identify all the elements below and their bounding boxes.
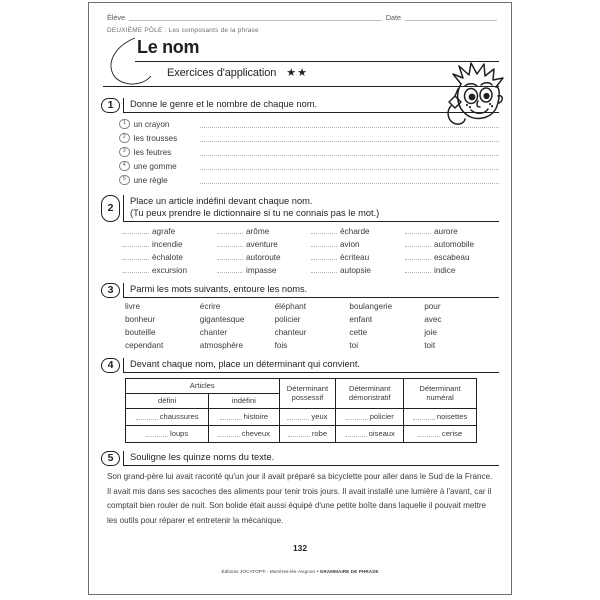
- header-line1: Déterminant: [286, 383, 329, 393]
- word[interactable]: bouteille: [125, 327, 156, 337]
- word[interactable]: policier: [274, 314, 301, 324]
- word-cell: [311, 252, 405, 262]
- word-cell: [123, 239, 217, 249]
- exercise-2-number: 2: [101, 195, 120, 222]
- exercise-3-header: [101, 283, 499, 298]
- word-cell: [123, 226, 217, 236]
- answer-blank[interactable]: [218, 430, 240, 437]
- exercise-2-word-grid: [123, 226, 499, 275]
- table-header-possessif: [279, 378, 336, 408]
- exercise-3-instruction: Parmi les mots suivants, entoure les noms.: [123, 283, 499, 298]
- table-cell[interactable]: [209, 425, 279, 442]
- answer-blank[interactable]: [123, 226, 149, 234]
- table-header-demonstratif: [336, 378, 404, 408]
- answer-blank[interactable]: [200, 149, 500, 156]
- word-cell: [405, 252, 499, 262]
- title-block: [107, 34, 499, 90]
- answer-blank[interactable]: [200, 177, 500, 184]
- table-cell[interactable]: [404, 408, 477, 425]
- item-number: 2: [119, 133, 130, 144]
- answer-blank[interactable]: [287, 413, 309, 420]
- word-cell: [217, 252, 311, 262]
- word[interactable]: enfant: [349, 314, 373, 324]
- item-word: un crayon: [133, 119, 170, 129]
- word[interactable]: cependant: [125, 340, 164, 350]
- answer-blank[interactable]: [123, 252, 149, 260]
- item-word: une règle: [133, 175, 168, 185]
- header-line2: démonstratif: [348, 393, 391, 403]
- word: arôme: [246, 226, 270, 236]
- word[interactable]: chanteur: [274, 327, 307, 337]
- word-cell: [311, 239, 405, 249]
- word[interactable]: toi: [349, 340, 359, 350]
- exercise-3: [101, 283, 499, 350]
- word: écharde: [340, 226, 370, 236]
- table-cell[interactable]: [209, 408, 279, 425]
- exercise-4-instruction: Devant chaque nom, place un déterminant qui convient.: [123, 358, 499, 373]
- table-cell[interactable]: [336, 408, 404, 425]
- cell-word: yeux: [311, 411, 328, 421]
- word[interactable]: atmosphère: [199, 340, 244, 350]
- answer-blank[interactable]: [288, 430, 310, 437]
- answer-blank[interactable]: [405, 265, 431, 273]
- word[interactable]: cette: [349, 327, 368, 337]
- word[interactable]: gigantesque: [199, 314, 245, 324]
- list-item: [119, 145, 499, 159]
- word: impasse: [246, 265, 277, 275]
- cell-word: cheveux: [241, 428, 270, 438]
- answer-blank[interactable]: [200, 135, 500, 142]
- answer-blank[interactable]: [123, 239, 149, 247]
- exercise-5: [101, 451, 499, 530]
- determinant-table: [125, 378, 477, 443]
- cell-word: noisettes: [436, 411, 468, 421]
- answer-blank[interactable]: [217, 265, 243, 273]
- exercise-5-header: [101, 451, 499, 466]
- exercise-1-number: 1: [101, 98, 120, 113]
- header-line1: Déterminant: [419, 383, 461, 393]
- student-write-line[interactable]: [129, 13, 382, 21]
- header-line2: possessif: [291, 393, 324, 403]
- word[interactable]: fois: [274, 340, 288, 350]
- answer-blank[interactable]: [405, 252, 431, 260]
- list-item: [119, 159, 499, 173]
- exercise-4: [101, 358, 499, 443]
- cell-word: histoire: [243, 411, 269, 421]
- word: incendie: [152, 239, 183, 249]
- answer-blank[interactable]: [217, 239, 243, 247]
- word: avion: [340, 239, 360, 249]
- item-number: 4: [119, 161, 130, 172]
- exercise-4-header: [101, 358, 499, 373]
- table-cell[interactable]: [126, 425, 209, 442]
- answer-blank[interactable]: [311, 252, 337, 260]
- date-write-line[interactable]: [405, 13, 497, 21]
- word-cell: [311, 226, 405, 236]
- word: indice: [434, 265, 456, 275]
- word-cell: [217, 265, 311, 275]
- word-cell: [405, 226, 499, 236]
- answer-blank[interactable]: [418, 430, 440, 437]
- header-line2: numéral: [426, 393, 454, 403]
- answer-blank[interactable]: [220, 413, 242, 420]
- word[interactable]: boulangerie: [349, 301, 393, 311]
- header-line1: Déterminant: [349, 383, 391, 393]
- word-cell: [405, 239, 499, 249]
- word[interactable]: chanter: [199, 327, 228, 337]
- footer-section: GRAMMAIRE DE PHRASE: [319, 569, 379, 575]
- exercise-4-number: 4: [101, 358, 120, 373]
- cell-word: chaussures: [159, 411, 199, 421]
- word: automobile: [434, 239, 475, 249]
- word[interactable]: toit: [424, 340, 436, 350]
- table-header-defini: défini: [126, 393, 209, 408]
- word-cell: [311, 265, 405, 275]
- item-word: une gomme: [133, 161, 177, 171]
- cell-word: cerise: [441, 428, 463, 438]
- word-cell: [123, 252, 217, 262]
- answer-blank[interactable]: [311, 265, 337, 273]
- boy-with-pencil-mascot: [441, 56, 515, 134]
- item-number: 5: [119, 175, 130, 186]
- publisher-name: Éditions JOCATOP® - Morières-lès-Avignon: [221, 569, 316, 575]
- table-cell[interactable]: [404, 425, 477, 442]
- word: escabeau: [434, 252, 470, 262]
- word: aventure: [246, 239, 278, 249]
- exercise-1-header: [101, 98, 499, 113]
- word[interactable]: pour: [424, 301, 441, 311]
- word-cell: [123, 265, 217, 275]
- footer-credit: [101, 569, 499, 574]
- answer-blank[interactable]: [217, 252, 243, 260]
- table-header-indefini: indéfini: [209, 393, 279, 408]
- subtitle-underline: [103, 86, 499, 87]
- list-item: [119, 173, 499, 187]
- word[interactable]: bonheur: [125, 314, 156, 324]
- item-word: les feutres: [133, 147, 172, 157]
- word-cell: [217, 226, 311, 236]
- answer-blank[interactable]: [146, 430, 168, 437]
- cell-word: loups: [170, 428, 189, 438]
- answer-blank[interactable]: [346, 413, 368, 420]
- word[interactable]: livre: [125, 301, 141, 311]
- word: autopsie: [340, 265, 371, 275]
- page-title: Le nom: [137, 37, 200, 57]
- answer-blank[interactable]: [413, 413, 435, 420]
- difficulty-stars: ★★: [286, 66, 308, 79]
- exercise-5-instruction: Souligne les quinze noms du texte.: [123, 451, 499, 466]
- student-label: Élève: [107, 12, 125, 22]
- word: aurore: [434, 226, 458, 236]
- exercise-2-instruction-line1: Place un article indéfini devant chaque nom.: [130, 196, 313, 206]
- word-cell: [405, 265, 499, 275]
- answer-blank[interactable]: [136, 413, 158, 420]
- answer-blank[interactable]: [217, 226, 243, 234]
- answer-blank[interactable]: [311, 239, 337, 247]
- table-header-numeral: [404, 378, 477, 408]
- table-cell[interactable]: [279, 408, 336, 425]
- table-cell[interactable]: [279, 425, 336, 442]
- pole-label: DEUXIÈME PÔLE : Les composants de la phrase: [107, 27, 259, 34]
- item-number: 3: [119, 147, 130, 158]
- word: échalote: [152, 252, 183, 262]
- cell-word: oiseaux: [368, 428, 395, 438]
- exercise-1: [101, 98, 499, 187]
- exercise-3-word-grid: [125, 302, 499, 350]
- answer-blank[interactable]: [405, 226, 431, 234]
- table-row: [126, 408, 477, 425]
- item-number: 1: [119, 119, 130, 130]
- exercise-3-number: 3: [101, 283, 120, 298]
- table-cell[interactable]: [336, 425, 404, 442]
- exercise-2: [101, 195, 499, 275]
- date-label: Date: [385, 12, 401, 22]
- answer-blank[interactable]: [345, 430, 367, 437]
- footer-separator: •: [316, 569, 319, 575]
- subtitle: Exercices d'application: [167, 67, 277, 79]
- answer-blank[interactable]: [405, 239, 431, 247]
- cell-word: policier: [369, 411, 394, 421]
- table-group-header-articles: Articles: [126, 378, 280, 393]
- answer-blank[interactable]: [200, 163, 500, 170]
- word[interactable]: avec: [424, 314, 442, 324]
- subtitle-row: [167, 67, 308, 79]
- word: écriteau: [340, 252, 370, 262]
- page-number: 132: [293, 543, 307, 554]
- word[interactable]: éléphant: [274, 301, 307, 311]
- exercise-5-paragraph[interactable]: Son grand-père lui avait raconté qu'un jour il avait préparé sa bicyclette pour aller dans le Sud de la France. Il avait mis dans ses sacoches des aliments pour tenir trois jours. Il avait installé une lumière à l'avant, car il comptait bien rouler de nuit. Son bolide était aussi équipé d'une petite boîte dans laquelle il pouvait mettre les outils pour réparer et entretenir la mécanique.: [107, 471, 493, 526]
- answer-blank[interactable]: [311, 226, 337, 234]
- student-date-line: [101, 11, 499, 21]
- table-row: [126, 425, 477, 442]
- cell-word: robe: [311, 428, 328, 438]
- answer-blank[interactable]: [123, 265, 149, 273]
- exercise-1-instruction: Donne le genre et le nombre de chaque nom.: [123, 98, 499, 113]
- table-cell[interactable]: [126, 408, 209, 425]
- word: agrafe: [152, 226, 176, 236]
- exercise-2-instruction: [123, 195, 499, 222]
- word-cell: [217, 239, 311, 249]
- table-group-header-row: [126, 378, 477, 393]
- worksheet-page: [88, 2, 512, 595]
- exercise-2-header: [101, 195, 499, 222]
- word: excursion: [152, 265, 188, 275]
- word[interactable]: écrire: [199, 301, 221, 311]
- word[interactable]: joie: [424, 327, 437, 337]
- exercise-2-instruction-line2: (Tu peux prendre le dictionnaire si tu ne connais pas le mot.): [130, 208, 380, 219]
- exercise-5-number: 5: [101, 451, 120, 466]
- item-word: les trousses: [133, 133, 178, 143]
- word: autoroute: [246, 252, 281, 262]
